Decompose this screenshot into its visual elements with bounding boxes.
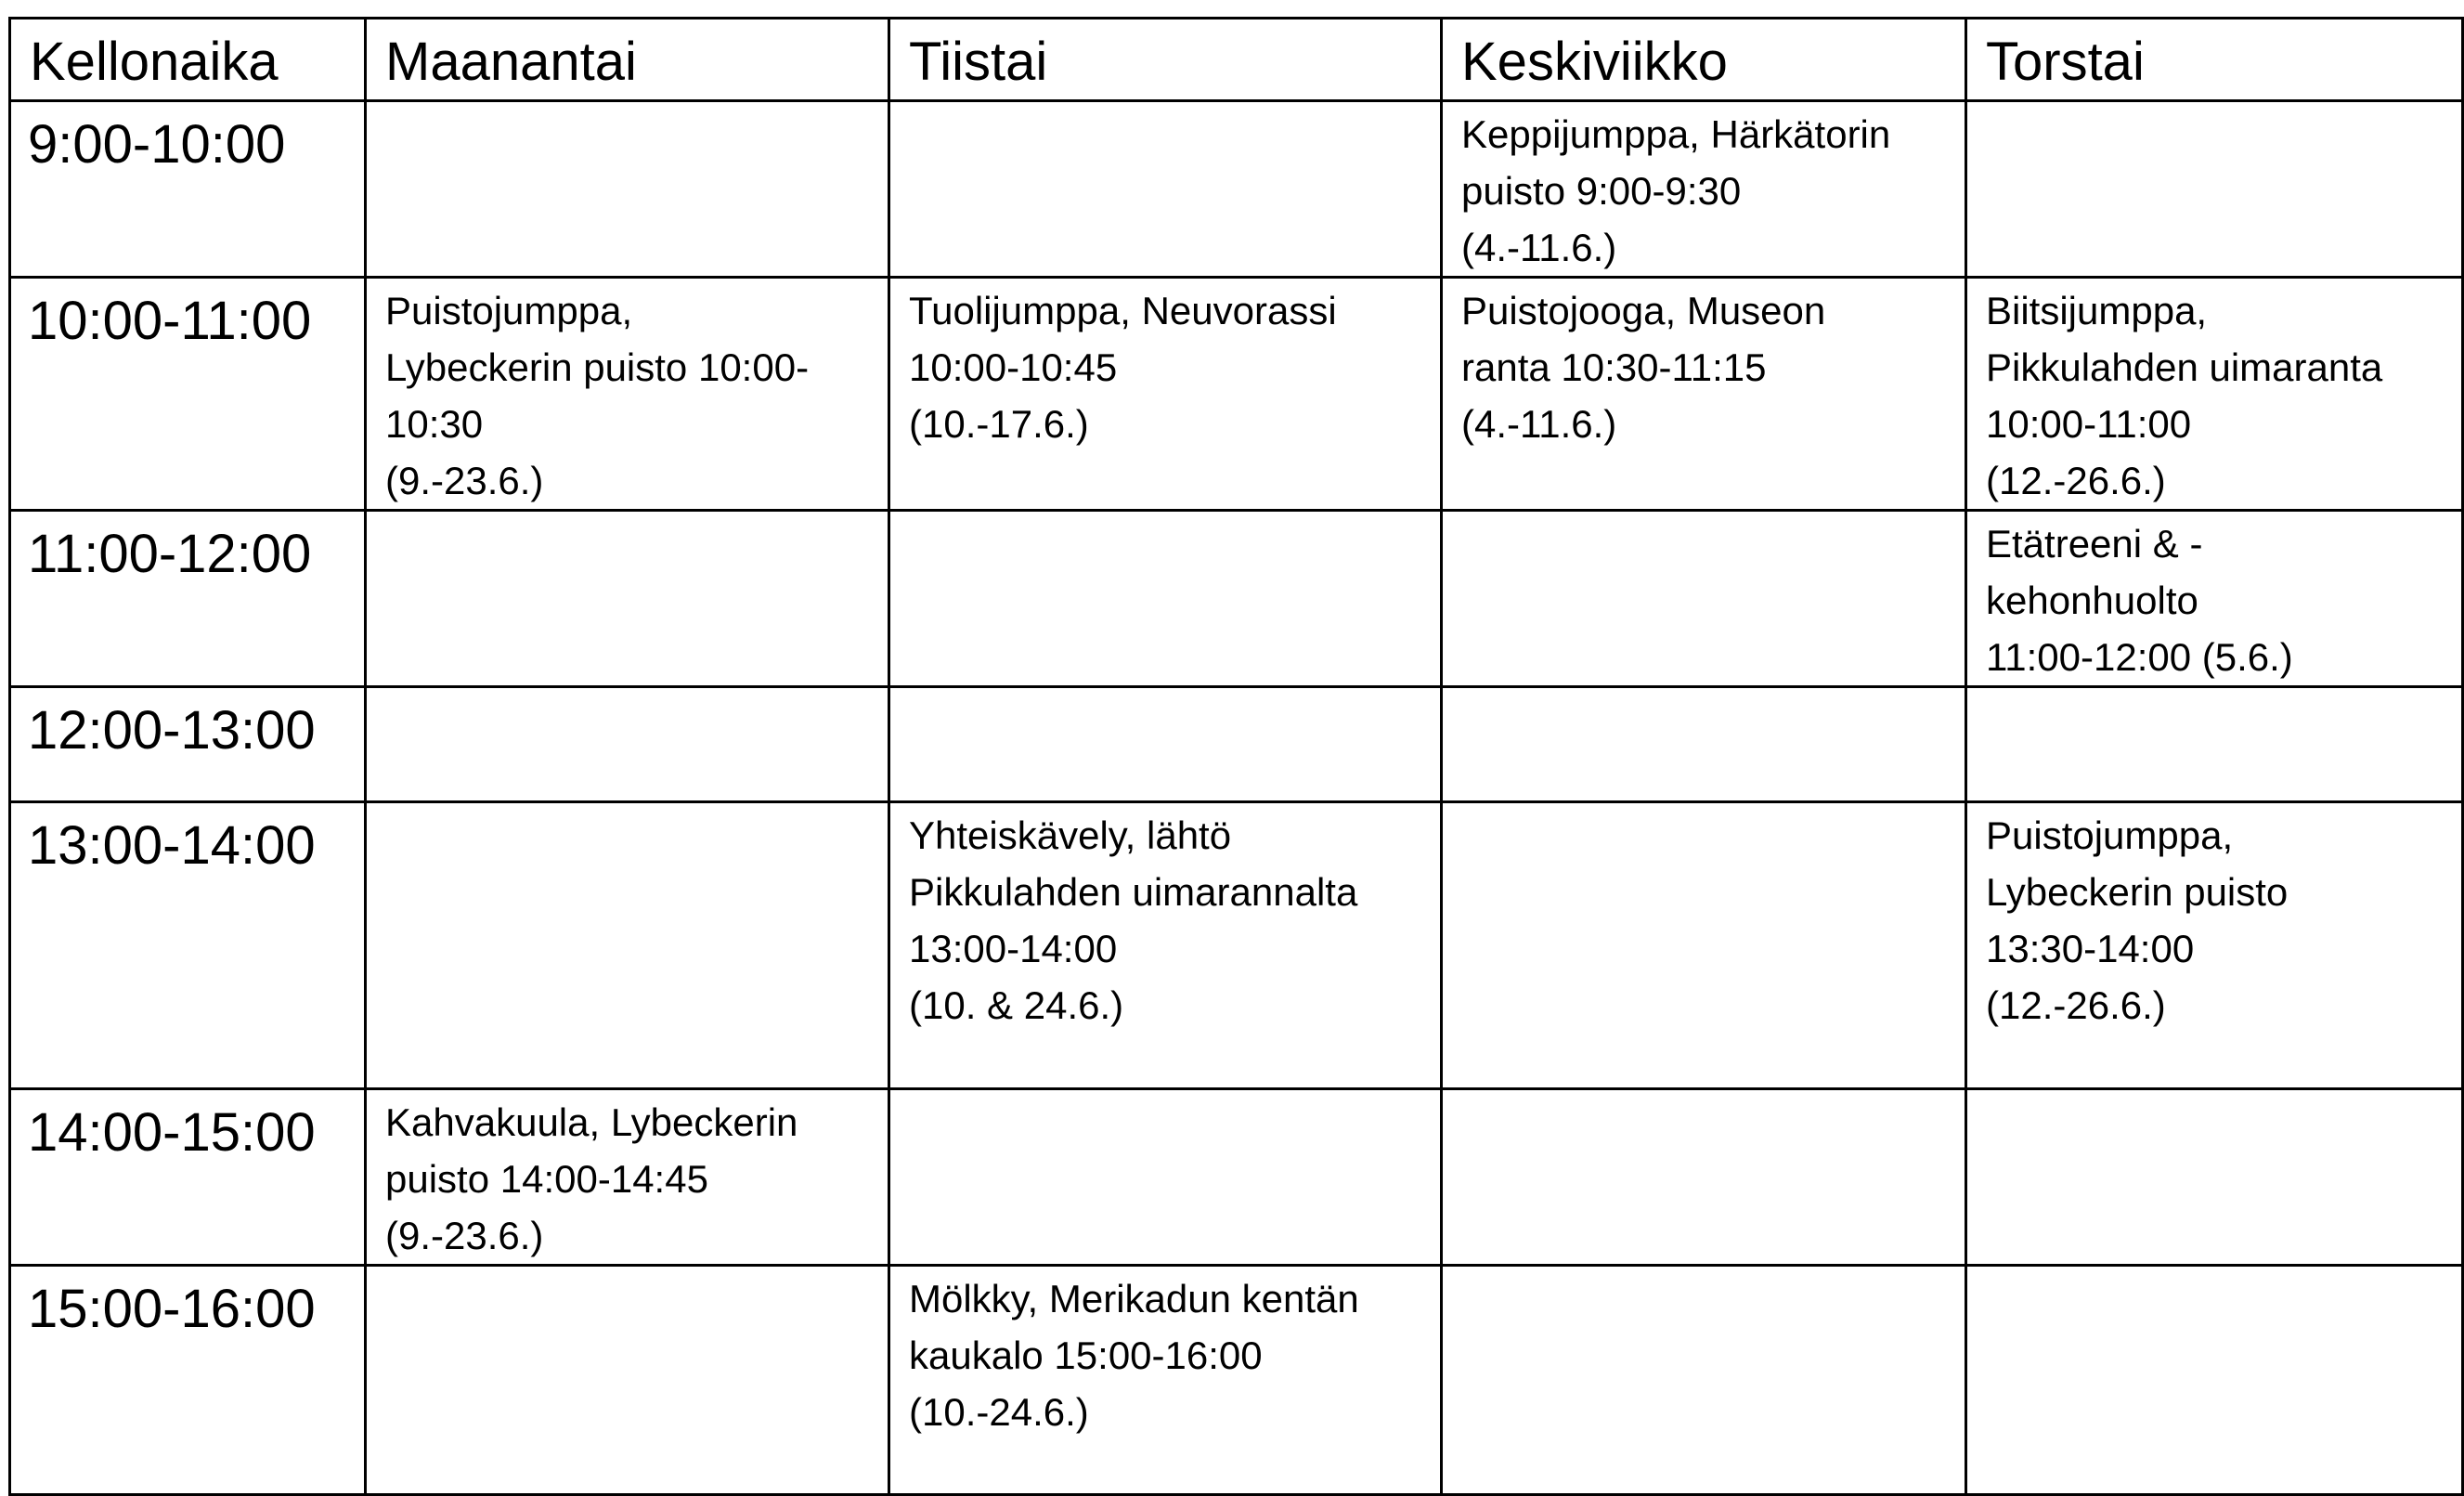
activity-cell-thursday <box>1966 278 2463 511</box>
activity-cell-monday <box>366 101 889 278</box>
activity-text-line: puisto 14:00-14:45 <box>385 1157 708 1201</box>
header-time: Kellonaika <box>10 19 366 101</box>
activity-text-line: kehonhuolto <box>1986 579 2198 622</box>
header-tuesday: Tiistai <box>889 19 1442 101</box>
time-slot: 9:00-10:00 <box>10 101 366 278</box>
activity-cell-wednesday <box>1442 687 1966 802</box>
schedule-row <box>10 511 2463 687</box>
schedule-row <box>10 802 2463 1089</box>
activity-text-line: (12.-26.6.) <box>1986 983 2166 1027</box>
activity-text-line: 10:00-11:00 <box>1986 402 2192 446</box>
activity-cell-monday <box>366 278 889 511</box>
activity-cell-monday <box>366 511 889 687</box>
activity-text-line: Biitsijumppa, <box>1986 289 2208 332</box>
activity-text-line: Tuolijumppa, Neuvorassi <box>909 289 1337 332</box>
schedule-row <box>10 278 2463 511</box>
activity-cell-wednesday <box>1442 1266 1966 1495</box>
activity-cell-thursday <box>1966 101 2463 278</box>
activity-cell-wednesday <box>1442 802 1966 1089</box>
activity-text-line: (10. & 24.6.) <box>909 983 1124 1027</box>
activity-cell-thursday <box>1966 1089 2463 1266</box>
activity-cell-thursday <box>1966 1266 2463 1495</box>
activity-cell-wednesday <box>1442 1089 1966 1266</box>
activity-cell-tuesday <box>889 802 1442 1089</box>
activity-text-line: Keppijumppa, Härkätorin <box>1461 112 1891 156</box>
activity-text-line: Puistojooga, Museon <box>1461 289 1826 332</box>
activity-text-line: Etätreeni & - <box>1986 522 2203 566</box>
activity-text-line: Mölkky, Merikadun kentän <box>909 1277 1359 1320</box>
activity-text-line: ranta 10:30-11:15 <box>1461 345 1767 389</box>
time-slot: 12:00-13:00 <box>10 687 366 802</box>
header-thursday: Torstai <box>1966 19 2463 101</box>
header-wednesday: Keskiviikko <box>1442 19 1966 101</box>
schedule-row <box>10 1089 2463 1266</box>
header-row <box>10 19 2463 101</box>
activity-text-line: 10:00-10:45 <box>909 345 1118 389</box>
activity-text-line: 11:00-12:00 (5.6.) <box>1986 635 2293 679</box>
activity-text-line: kaukalo 15:00-16:00 <box>909 1333 1263 1377</box>
activity-text-line: Yhteiskävely, lähtö <box>909 813 1232 857</box>
activity-text-line: 10:30 <box>385 402 484 446</box>
activity-cell-tuesday <box>889 101 1442 278</box>
activity-cell-wednesday <box>1442 101 1966 278</box>
activity-cell-wednesday <box>1442 511 1966 687</box>
activity-text-line: Puistojumppa, <box>1986 813 2234 857</box>
activity-cell-monday <box>366 1266 889 1495</box>
activity-text-line: Lybeckerin puisto 10:00- <box>385 345 810 389</box>
activity-cell-tuesday <box>889 278 1442 511</box>
time-slot: 15:00-16:00 <box>10 1266 366 1495</box>
activity-cell-tuesday <box>889 687 1442 802</box>
time-slot: 11:00-12:00 <box>10 511 366 687</box>
schedule-row <box>10 687 2463 802</box>
schedule-table <box>8 17 2464 1496</box>
activity-text-line: Pikkulahden uimarannalta <box>909 870 1358 914</box>
activity-cell-monday <box>366 1089 889 1266</box>
activity-text-line: (4.-11.6.) <box>1461 226 1617 269</box>
activity-text-line: (12.-26.6.) <box>1986 459 2166 502</box>
activity-text-line: (10.-24.6.) <box>909 1390 1089 1434</box>
activity-text-line: Kahvakuula, Lybeckerin <box>385 1100 798 1144</box>
activity-text-line: 13:00-14:00 <box>909 927 1118 970</box>
activity-text-line: Pikkulahden uimaranta <box>1986 345 2383 389</box>
activity-cell-monday <box>366 687 889 802</box>
activity-text-line: Lybeckerin puisto <box>1986 870 2289 914</box>
activity-cell-monday <box>366 802 889 1089</box>
activity-cell-wednesday <box>1442 278 1966 511</box>
activity-text-line: (10.-17.6.) <box>909 402 1089 446</box>
activity-text-line: 13:30-14:00 <box>1986 927 2195 970</box>
activity-text-line: (9.-23.6.) <box>385 459 544 502</box>
activity-text-line: Puistojumppa, <box>385 289 633 332</box>
activity-cell-tuesday <box>889 1089 1442 1266</box>
header-monday: Maanantai <box>366 19 889 101</box>
activity-text-line: puisto 9:00-9:30 <box>1461 169 1742 213</box>
time-slot: 10:00-11:00 <box>10 278 366 511</box>
activity-text-line: (4.-11.6.) <box>1461 402 1617 446</box>
time-slot: 14:00-15:00 <box>10 1089 366 1266</box>
activity-text-line: (9.-23.6.) <box>385 1214 544 1257</box>
activity-cell-tuesday <box>889 511 1442 687</box>
activity-cell-thursday <box>1966 687 2463 802</box>
activity-cell-thursday <box>1966 802 2463 1089</box>
schedule-row <box>10 101 2463 278</box>
activity-cell-tuesday <box>889 1266 1442 1495</box>
time-slot: 13:00-14:00 <box>10 802 366 1089</box>
activity-cell-thursday <box>1966 511 2463 687</box>
schedule-row <box>10 1266 2463 1495</box>
